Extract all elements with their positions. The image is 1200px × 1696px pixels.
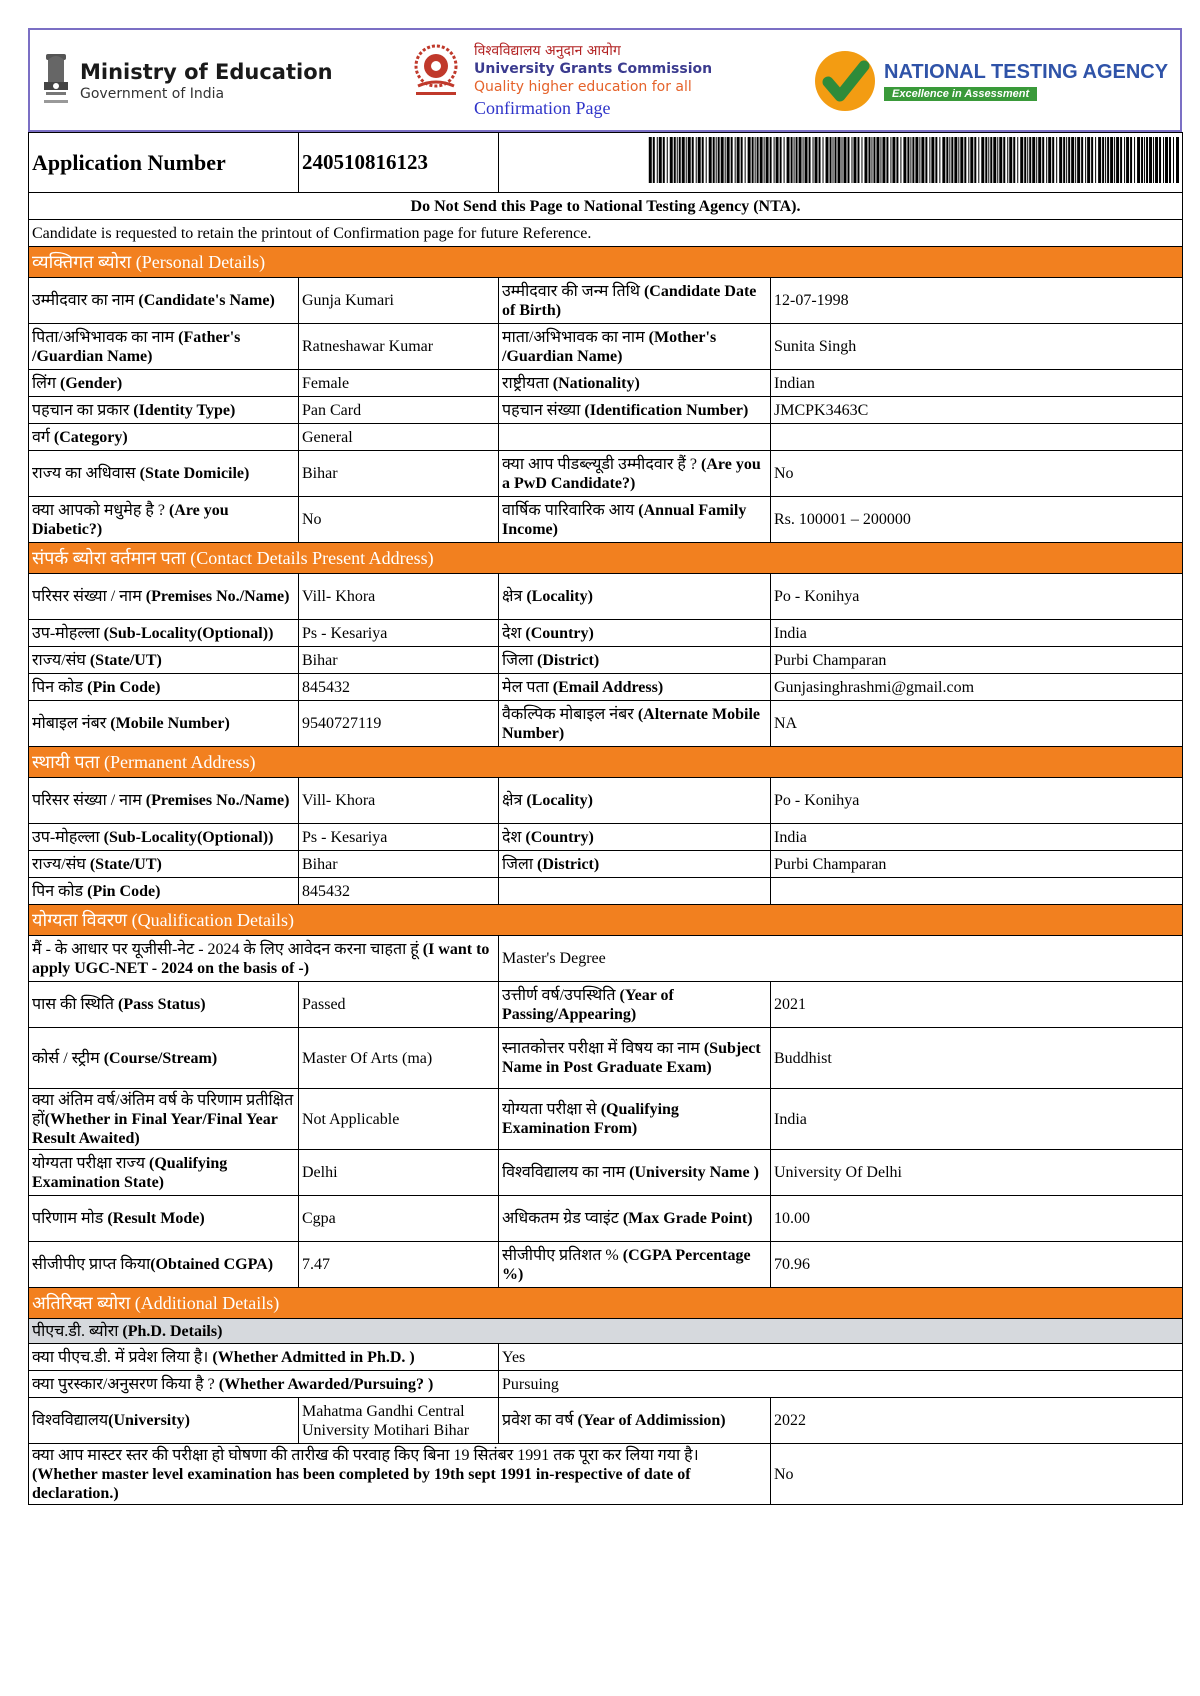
value-master-1991: No: [771, 1444, 1183, 1505]
nta-title: NATIONAL TESTING AGENCY: [884, 60, 1169, 83]
ugc-hindi-name: विश्वविद्यालय अनुदान आयोग: [474, 43, 621, 59]
value-father-name: Ratneshawar Kumar: [299, 324, 499, 370]
value-perm-sub-locality: Ps - Kesariya: [299, 824, 499, 851]
label-perm-locality: क्षेत्र (Locality): [499, 778, 771, 824]
label-district: जिला (District): [499, 647, 771, 674]
label-max-grade: अधिकतम ग्रेड प्वाइंट (Max Grade Point): [499, 1196, 771, 1242]
value-identification-number: JMCPK3463C: [771, 397, 1183, 424]
ugc-emblem-icon: [408, 42, 464, 102]
value-perm-locality: Po - Konihya: [771, 778, 1183, 824]
section-permanent-address: स्थायी पता (Permanent Address): [29, 747, 1183, 778]
header-banner: [28, 28, 1182, 132]
value-country: India: [771, 620, 1183, 647]
section-personal-details: व्यक्तिगत ब्योरा (Personal Details): [29, 247, 1183, 278]
retain-notice: Candidate is requested to retain the printout of Confirmation page for future Reference.: [29, 220, 1183, 247]
application-number-row: [29, 133, 1183, 193]
moe-logo-block: [40, 50, 333, 112]
subsection-phd-details: पीएच.डी. ब्योरा (Ph.D. Details): [29, 1319, 1183, 1344]
label-locality: क्षेत्र (Locality): [499, 574, 771, 620]
label-identity-type: पहचान का प्रकार (Identity Type): [29, 397, 299, 424]
value-max-grade: 10.00: [771, 1196, 1183, 1242]
value-perm-premises: Vill- Khora: [299, 778, 499, 824]
label-admission-year: प्रवेश का वर्ष (Year of Addimission): [499, 1398, 771, 1444]
value-cgpa-percentage: 70.96: [771, 1242, 1183, 1288]
value-alt-mobile: NA: [771, 701, 1183, 747]
label-father-name: पिता/अभिभावक का नाम (Father's /Guardian Name): [29, 324, 299, 370]
label-pwd: क्या आप पीडब्ल्यूडी उम्मीदवार हैं ? (Are you a PwD Candidate?): [499, 451, 771, 497]
checkmark-logo-icon: [812, 48, 878, 114]
do-not-send-notice: Do Not Send this Page to National Testing Agency (NTA).: [29, 193, 1183, 220]
label-state-domicile: राज्य का अधिवास (State Domicile): [29, 451, 299, 497]
empty-cell: [499, 424, 771, 451]
value-premises: Vill- Khora: [299, 574, 499, 620]
empty-cell: [771, 878, 1183, 905]
label-perm-sub-locality: उप-मोहल्ला (Sub-Locality(Optional)): [29, 824, 299, 851]
ugc-logo-block: [408, 42, 712, 117]
section-contact-details: संपर्क ब्योरा वर्तमान पता (Contact Details Present Address): [29, 543, 1183, 574]
value-identity-type: Pan Card: [299, 397, 499, 424]
value-perm-state: Bihar: [299, 851, 499, 878]
value-annual-income: Rs. 100001 – 200000: [771, 497, 1183, 543]
label-gender: लिंग (Gender): [29, 370, 299, 397]
value-phd-admitted: Yes: [499, 1344, 1183, 1371]
label-category: वर्ग (Category): [29, 424, 299, 451]
label-nationality: राष्ट्रीयता (Nationality): [499, 370, 771, 397]
value-pin-code: 845432: [299, 674, 499, 701]
label-sub-locality: उप-मोहल्ला (Sub-Locality(Optional)): [29, 620, 299, 647]
label-dob: उम्मीदवार की जन्म तिथि (Candidate Date of Birth): [499, 278, 771, 324]
value-admission-year: 2022: [771, 1398, 1183, 1444]
label-pg-subject: स्नातकोत्तर परीक्षा में विषय का नाम (Subject Name in Post Graduate Exam): [499, 1028, 771, 1089]
value-category: General: [299, 424, 499, 451]
label-perm-pin-code: पिन कोड (Pin Code): [29, 878, 299, 905]
label-passing-year: उत्तीर्ण वर्ष/उपस्थिति (Year of Passing/Appearing): [499, 982, 771, 1028]
national-emblem-icon: [40, 50, 72, 112]
value-passing-year: 2021: [771, 982, 1183, 1028]
label-pin-code: पिन कोड (Pin Code): [29, 674, 299, 701]
value-district: Purbi Champaran: [771, 647, 1183, 674]
label-identification-number: पहचान संख्या (Identification Number): [499, 397, 771, 424]
barcode-graphic: [499, 133, 1182, 187]
value-course-stream: Master Of Arts (ma): [299, 1028, 499, 1089]
empty-cell: [499, 878, 771, 905]
label-qualifying-from: योग्यता परीक्षा से (Qualifying Examination From): [499, 1089, 771, 1150]
confirmation-page: [28, 28, 1182, 1505]
value-gender: Female: [299, 370, 499, 397]
label-email: मेल पता (Email Address): [499, 674, 771, 701]
label-diabetic: क्या आपको मधुमेह है ? (Are you Diabetic?): [29, 497, 299, 543]
label-obtained-cgpa: सीजीपीए प्राप्त किया(Obtained CGPA): [29, 1242, 299, 1288]
value-perm-country: India: [771, 824, 1183, 851]
label-candidate-name: उम्मीदवार का नाम (Candidate's Name): [29, 278, 299, 324]
section-additional-details: अतिरिक्त ब्योरा (Additional Details): [29, 1288, 1183, 1319]
label-pass-status: पास की स्थिति (Pass Status): [29, 982, 299, 1028]
barcode: [499, 133, 1183, 193]
value-qualifying-state: Delhi: [299, 1150, 499, 1196]
value-pg-subject: Buddhist: [771, 1028, 1183, 1089]
label-phd-admitted: क्या पीएच.डी. में प्रवेश लिया है। (Whether Admitted in Ph.D. ): [29, 1344, 499, 1371]
label-alt-mobile: वैकल्पिक मोबाइल नंबर (Alternate Mobile Number): [499, 701, 771, 747]
application-number-label: Application Number: [29, 133, 299, 193]
confirmation-table: [28, 132, 1183, 1505]
ugc-english-name: University Grants Commission: [474, 61, 713, 77]
value-nationality: Indian: [771, 370, 1183, 397]
label-annual-income: वार्षिक पारिवारिक आय (Annual Family Income): [499, 497, 771, 543]
value-email: Gunjasinghrashmi@gmail.com: [771, 674, 1183, 701]
label-qualifying-state: योग्यता परीक्षा राज्य (Qualifying Examination State): [29, 1150, 299, 1196]
application-number-value: 240510816123: [299, 133, 499, 193]
label-result-mode: परिणाम मोड (Result Mode): [29, 1196, 299, 1242]
label-mobile: मोबाइल नंबर (Mobile Number): [29, 701, 299, 747]
label-premises: परिसर संख्या / नाम (Premises No./Name): [29, 574, 299, 620]
value-perm-district: Purbi Champaran: [771, 851, 1183, 878]
value-sub-locality: Ps - Kesariya: [299, 620, 499, 647]
value-university-name: University Of Delhi: [771, 1150, 1183, 1196]
label-university-name: विश्वविद्यालय का नाम (University Name ): [499, 1150, 771, 1196]
value-pwd: No: [771, 451, 1183, 497]
label-perm-country: देश (Country): [499, 824, 771, 851]
label-phd-awarded: क्या पुरस्कार/अनुसरण किया है ? (Whether Awarded/Pursuing? ): [29, 1371, 499, 1398]
moe-title: Ministry of Education: [80, 60, 333, 84]
nta-tagline: Excellence in Assessment: [884, 87, 1037, 101]
moe-subtitle: Government of India: [80, 86, 225, 102]
label-course-stream: कोर्स / स्ट्रीम (Course/Stream): [29, 1028, 299, 1089]
value-final-year: Not Applicable: [299, 1089, 499, 1150]
value-dob: 12-07-1998: [771, 278, 1183, 324]
label-mother-name: माता/अभिभावक का नाम (Mother's /Guardian Name): [499, 324, 771, 370]
label-perm-premises: परिसर संख्या / नाम (Premises No./Name): [29, 778, 299, 824]
value-qualifying-from: India: [771, 1089, 1183, 1150]
nta-logo-block: [812, 48, 1168, 114]
value-candidate-name: Gunja Kumari: [299, 278, 499, 324]
label-perm-state: राज्य/संघ (State/UT): [29, 851, 299, 878]
ugc-tagline: Quality higher education for all: [474, 79, 692, 95]
value-mother-name: Sunita Singh: [771, 324, 1183, 370]
value-phd-university: Mahatma Gandhi Central University Motihari Bihar: [299, 1398, 499, 1444]
label-apply-basis: मैं - के आधार पर यूजीसी-नेट - 2024 के लिए आवेदन करना चाहता हूं (I want to apply UGC-NET - 2024 on the basis of -): [29, 936, 499, 982]
label-master-1991: क्या आप मास्टर स्तर की परीक्षा हो घोषणा की तारीख की परवाह किए बिना 19 सितंबर 1991 तक पूरा कर लिया गया है। (Whether master level examination has been completed by 19th sept 1991 in-respective of date of declaration.): [29, 1444, 771, 1505]
value-state-domicile: Bihar: [299, 451, 499, 497]
section-qualification-details: योग्यता विवरण (Qualification Details): [29, 905, 1183, 936]
value-diabetic: No: [299, 497, 499, 543]
page-title: Confirmation Page: [474, 98, 611, 118]
value-locality: Po - Konihya: [771, 574, 1183, 620]
empty-cell: [771, 424, 1183, 451]
value-phd-awarded: Pursuing: [499, 1371, 1183, 1398]
label-final-year: क्या अंतिम वर्ष/अंतिम वर्ष के परिणाम प्रतीक्षित हों(Whether in Final Year/Final Year Result Awaited): [29, 1089, 299, 1150]
value-obtained-cgpa: 7.47: [299, 1242, 499, 1288]
value-state: Bihar: [299, 647, 499, 674]
value-apply-basis: Master's Degree: [499, 936, 1183, 982]
value-result-mode: Cgpa: [299, 1196, 499, 1242]
label-phd-university: विश्वविद्यालय(University): [29, 1398, 299, 1444]
label-perm-district: जिला (District): [499, 851, 771, 878]
label-country: देश (Country): [499, 620, 771, 647]
value-mobile: 9540727119: [299, 701, 499, 747]
value-pass-status: Passed: [299, 982, 499, 1028]
label-state: राज्य/संघ (State/UT): [29, 647, 299, 674]
label-cgpa-percentage: सीजीपीए प्रतिशत % (CGPA Percentage %): [499, 1242, 771, 1288]
value-perm-pin-code: 845432: [299, 878, 499, 905]
